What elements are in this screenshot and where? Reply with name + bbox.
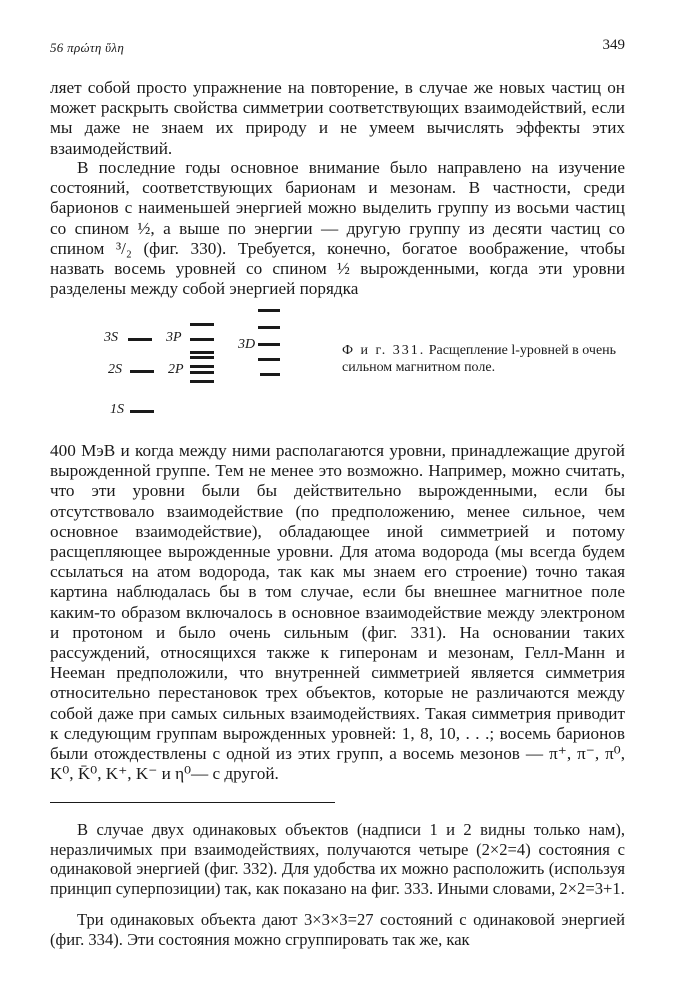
paragraph-2: В последние годы основное внимание было направлено на изучение состояний, соответствующих барионам и мезонам. В частности, среди барионов с наименьшей энергией можно выделить группу из восьми частиц со спином ½, а выше по энергии — другую группу из десяти частиц со спином ³/₂ (фиг. 330). Требуется, конечно, богатое воображение, чтобы назвать восемь уровней со спином ½ вырожденными, когда эти уровни разделены между собой энергией порядка: [50, 158, 625, 299]
running-header: 56 πρώτη ὕλη: [50, 40, 125, 55]
level-label-2p: 2P: [168, 362, 184, 377]
level-bar-2p-b: [190, 371, 214, 374]
paragraph-1: ляет собой просто упражнение на повторение, в случае же новых частиц он может раскрыть свойства симметрии соответствующих взаимодействий, если мы даже не знаем их природу и не умеем вычислять эффекты этих взаимодействий.: [50, 78, 625, 158]
level-bar-3d-b: [258, 326, 280, 329]
level-label-2s: 2S: [108, 362, 122, 377]
level-bar-2p-c: [190, 380, 214, 383]
figure-caption: [342, 342, 627, 376]
level-bar-3s: [128, 338, 152, 341]
footnote-paragraph-1: В случае двух одинаковых объектов (надписи 1 и 2 видны только нам), неразличимых при взаимодействиях, получаются четыре (2×2=4) состояния с одинаковой энергией (фиг. 332). Для удобства их можно расположить (используя принцип суперпозиции) так, как показано на фиг. 333. Иными словами, 2×2=3+1.: [50, 820, 625, 898]
level-bar-3p-c: [190, 351, 214, 354]
level-bar-2s: [130, 370, 154, 373]
footnote-separator: [50, 802, 335, 803]
level-bar-2p-a: [190, 365, 214, 368]
footnote-paragraph-2: Три одинаковых объекта дают 3×3×3=27 состояний с одинаковой энергией (фиг. 334). Эти состояния можно сгруппировать так же, как: [50, 910, 625, 949]
level-bar-3d-e: [260, 373, 280, 376]
level-label-1s: 1S: [110, 402, 124, 417]
caption-label: Ф и г. 331.: [342, 343, 426, 358]
level-bar-3d-a: [258, 309, 280, 312]
page-number: 349: [602, 37, 625, 53]
level-bar-3p-d: [190, 356, 214, 359]
level-bar-3p-b: [190, 338, 214, 341]
level-bar-3p-a: [190, 323, 214, 326]
level-bar-3d-c: [258, 343, 280, 346]
caption-text: Расщепление l-уровней в очень сильном магнитном поле.: [342, 343, 617, 375]
level-bar-1s: [130, 410, 154, 413]
figure-331-energy-levels: [100, 305, 290, 420]
level-label-3s: 3S: [104, 330, 118, 345]
level-label-3p: 3P: [166, 330, 182, 345]
paragraph-3: 400 МэВ и когда между ними располагаются уровни, принадлежащие другой вырожденной группе. Тем не менее это возможно. Например, можно считать, что эти уровни были бы действительно вырожденными, если бы отсутствовало взаимодействие (по предположению, менее сильное, чем основное взаимодействие), обладающее иной симметрией и потому расщепляющее вырожденные уровни. Для атома водорода (мы всегда будем ссылаться на атом водорода, так как мы знаем его строение) точно такая картина наблюдалась бы в том случае, если бы внешнее магнитное поле каким-то образом включалось в основное взаимодействие между электроном и протоном и было очень сильным (фиг. 331). На основании таких рассуждений, относящихся также к гиперонам и мезонам, Гелл-Манн и Нееман предположили, что внутренней симметрией является симметрия относительно перестановок трех объектов, которые не различаются между собой даже при самых сильных взаимодействиях. Такая симметрия приводит к следующим группам вырожденных уровней: 1, 8, 10, . . .; восемь барионов были отождествлены с одной из этих групп, а восемь мезонов — π⁺, π⁻, π⁰, K⁰, K̄⁰, K⁺, K⁻ и η⁰— с другой.: [50, 441, 625, 784]
level-bar-3d-d: [258, 358, 280, 361]
level-label-3d: 3D: [238, 337, 256, 352]
